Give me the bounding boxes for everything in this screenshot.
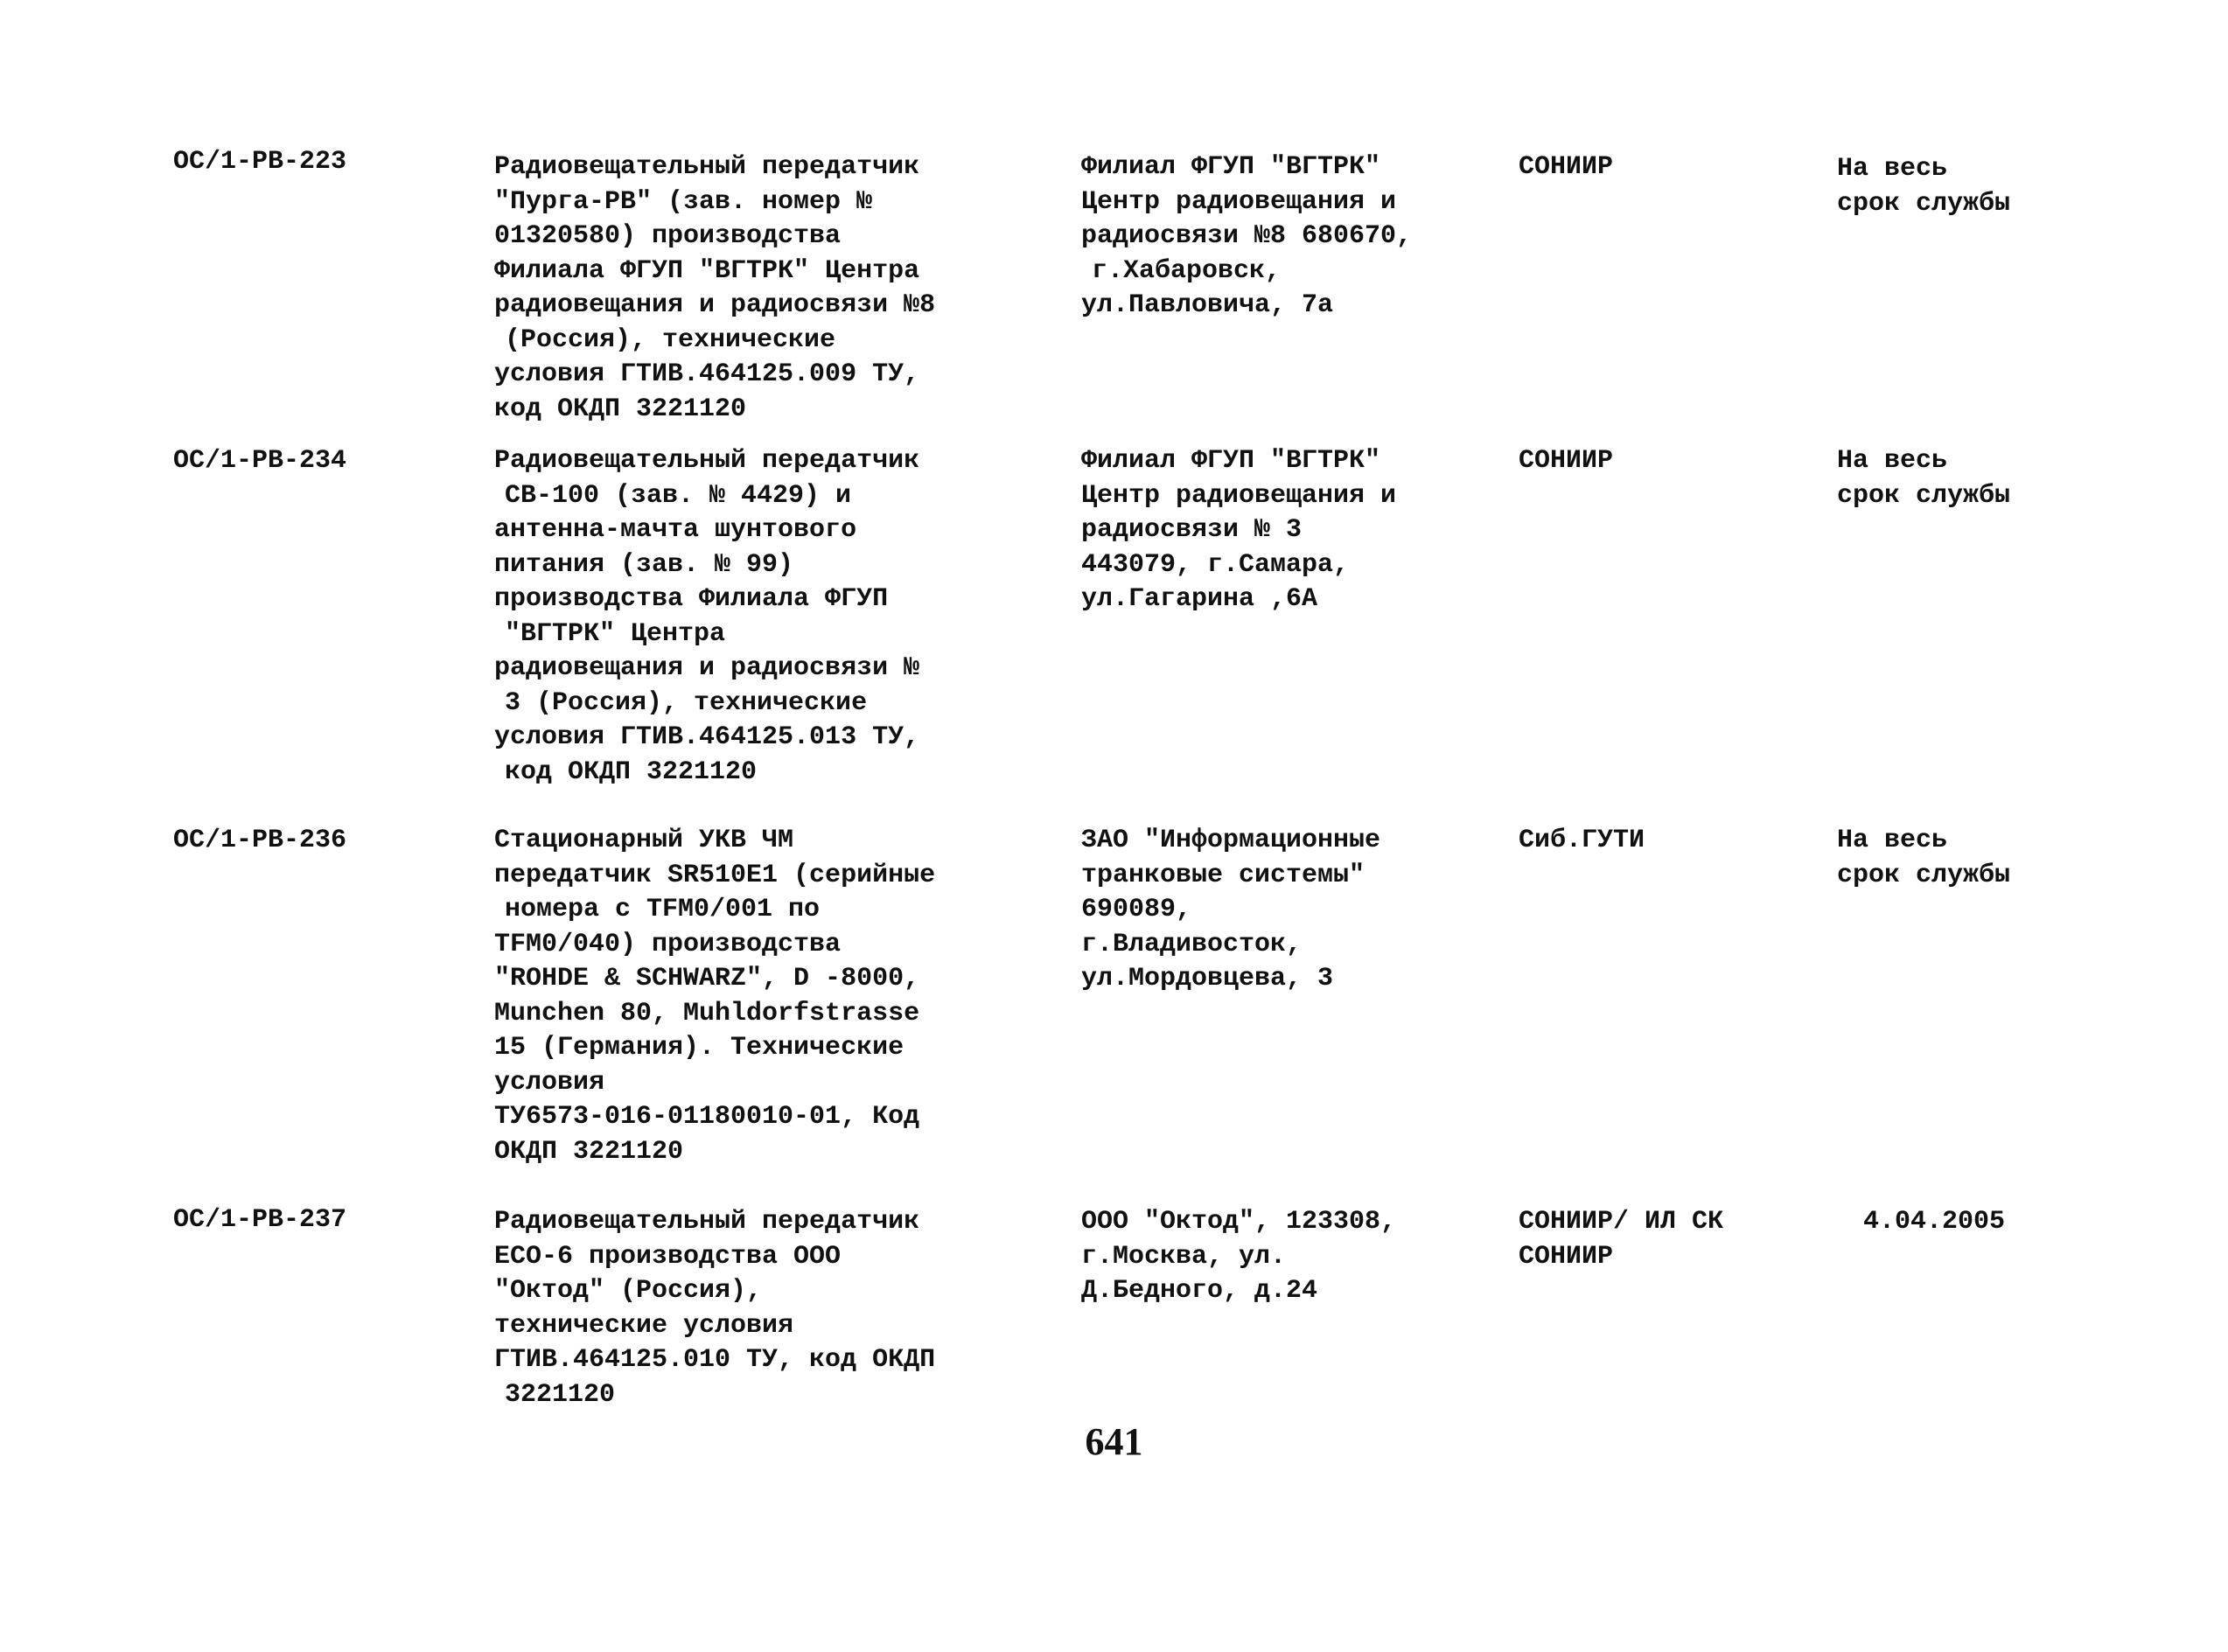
description-line: СВ-100 (зав. № 4429) и [505, 480, 852, 511]
product-description [494, 824, 935, 1169]
organization-line: Филиал ФГУП "ВГТРК" [1081, 152, 1381, 182]
validity-term: На весь срок службы [1837, 154, 2011, 219]
certification-body: Сиб.ГУТИ [1519, 826, 1645, 855]
description-line: Радиовещательный передатчик [494, 446, 920, 476]
description-line: условия ГТИВ.464125.009 ТУ, [494, 359, 920, 389]
organization-line: г.Владивосток, [1081, 929, 1303, 959]
description-line: "Пурга-РВ" (зав. номер № [494, 186, 873, 217]
product-description [494, 1205, 935, 1412]
description-line: "ROHDE & SCHWARZ", D -8000, [494, 964, 920, 993]
description-line: "ВГТРК" Центра [505, 618, 726, 649]
description-line: радиовещания и радиосвязи № [494, 653, 920, 683]
organization-line: радиосвязи № 3 [1081, 515, 1303, 545]
description-line: код ОКДП 3221120 [494, 394, 747, 424]
organization-line: ЗАО "Информационные [1081, 826, 1381, 855]
applicant-organization [1081, 444, 1396, 617]
validity-term: 4.04.2005 [1863, 1207, 2006, 1237]
description-line: Радиовещательный передатчик [494, 152, 920, 182]
certificate-code: OC/1-PB-236 [173, 826, 347, 855]
description-line: радиовещания и радиосвязи №8 [494, 290, 936, 320]
description-line: питания (зав. № 99) [494, 549, 794, 580]
description-line: код ОКДП 3221120 [505, 756, 758, 787]
description-line: производства Филиала ФГУП [494, 584, 889, 614]
organization-line: ООО "Октод", 123308, [1081, 1207, 1397, 1237]
description-line: 3 (Россия), технические [505, 687, 868, 718]
certification-body: СОНИИР/ ИЛ СК СОНИИР [1519, 1207, 1724, 1272]
description-line: передатчик SR510E1 (серийные [494, 860, 936, 890]
description-line: номера с TFM0/001 по [505, 895, 821, 924]
organization-line: 443079, г.Самара, [1081, 549, 1350, 580]
description-line: условия ГТИВ.464125.013 ТУ, [494, 722, 920, 752]
description-line: Радиовещательный передатчик [494, 1207, 920, 1237]
organization-line: Центр радиовещания и [1081, 480, 1397, 511]
organization-line: ул.Гагарина ,6А [1081, 584, 1318, 614]
product-description [494, 444, 919, 790]
organization-line: г.Москва, ул. [1081, 1241, 1287, 1272]
description-line: Филиала ФГУП "ВГТРК" Центра [494, 255, 920, 286]
organization-line: Филиал ФГУП "ВГТРК" [1081, 446, 1381, 476]
description-line: ECO-6 производства ООО [494, 1241, 842, 1272]
organization-line: транковые системы" [1081, 860, 1365, 890]
applicant-organization [1081, 824, 1380, 997]
description-line: ГТИВ.464125.010 ТУ, код ОКДП [494, 1345, 936, 1375]
description-line: ОКДП 3221120 [494, 1136, 684, 1167]
description-line: 3221120 [505, 1379, 616, 1410]
description-line: 01320580) производства [494, 221, 842, 251]
page-number: 641 [1085, 1420, 1143, 1463]
validity-term: На весь срок службы [1837, 446, 2011, 511]
certificate-code: OC/1-PB-234 [173, 446, 347, 476]
organization-line: ул.Мордовцева, 3 [1081, 964, 1334, 993]
description-line: технические условия [494, 1310, 794, 1341]
description-line: 15 (Германия). Технические [494, 1033, 904, 1063]
certificate-code: OC/1-PB-223 [173, 147, 347, 177]
description-line: "Октод" (Россия), [494, 1276, 763, 1306]
product-description [494, 150, 935, 427]
description-line: Munchen 80, Muhldorfstrasse [494, 998, 920, 1028]
description-line: ТУ6573-016-01180010-01, Код [494, 1102, 920, 1132]
organization-line: Центр радиовещания и [1081, 186, 1397, 217]
applicant-organization [1081, 1205, 1396, 1309]
description-line: условия [494, 1067, 605, 1098]
organization-line: г.Хабаровск, [1092, 255, 1282, 286]
certificate-code: OC/1-PB-237 [173, 1205, 347, 1235]
description-line: антенна-мачта шунтового [494, 515, 857, 545]
description-line: TFM0/040) производства [494, 929, 842, 959]
certification-body: СОНИИР [1519, 446, 1614, 476]
description-line: Стационарный УКВ ЧМ [494, 826, 794, 855]
description-line: (Россия), технические [505, 324, 836, 355]
organization-line: 690089, [1081, 895, 1192, 924]
applicant-organization [1081, 150, 1412, 324]
organization-line: ул.Павловича, 7а [1081, 290, 1334, 320]
certification-body: СОНИИР [1519, 152, 1614, 182]
validity-term: На весь срок службы [1837, 826, 2011, 890]
organization-line: Д.Бедного, д.24 [1081, 1276, 1318, 1306]
organization-line: радиосвязи №8 680670, [1081, 221, 1413, 251]
